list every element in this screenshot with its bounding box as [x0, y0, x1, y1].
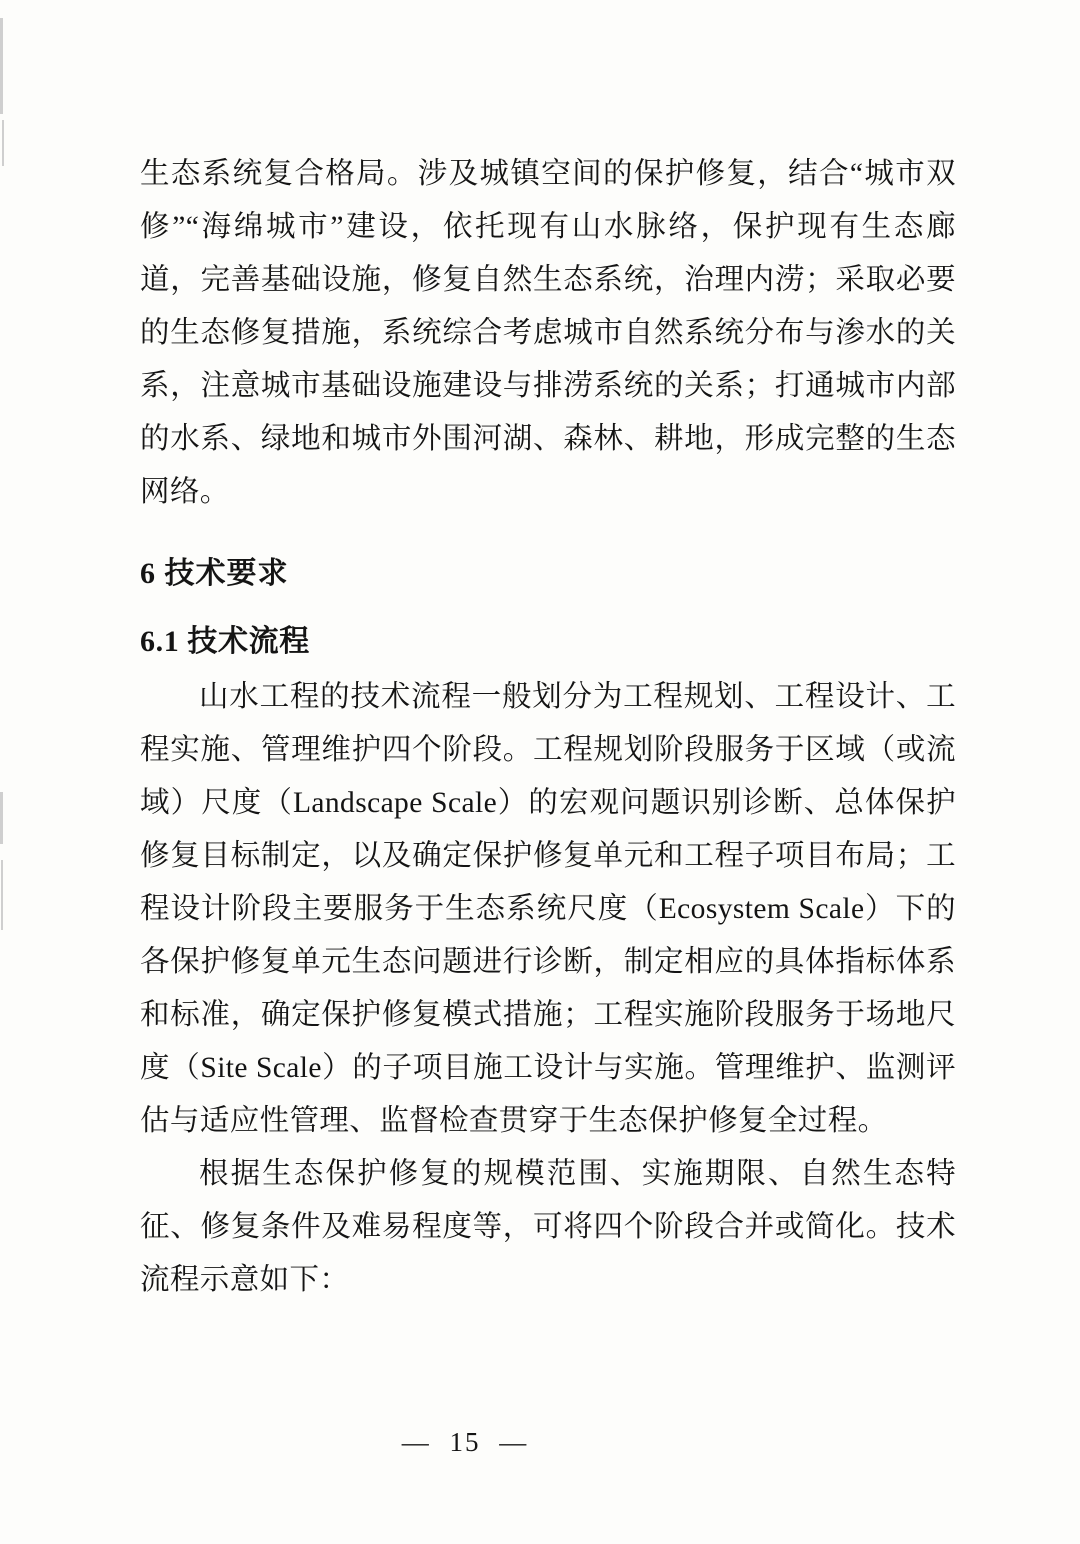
footer-dash-right: —	[499, 1427, 529, 1457]
scan-artifact-mark	[1, 860, 3, 930]
scan-artifact-mark	[0, 18, 3, 114]
heading-section-6-1: 6.1 技术流程	[140, 625, 310, 658]
heading-section-6: 6 技术要求	[140, 557, 289, 590]
scan-artifact-mark	[0, 792, 3, 844]
page-content	[140, 148, 956, 1307]
page-number: 15	[449, 1427, 481, 1457]
paragraph-technical-process: 山水工程的技术流程一般划分为工程规划、工程设计、工程实施、管理维护四个阶段。工程规划阶段服务于区域（或流域）尺度（Landscape Scale）的宏观问题识别诊断、总体保护修复目标制定，以及确定保护修复单元和工程子项目布局；工程设计阶段主要服务于生态系统尺度（Ecosystem Scale）下的各保护修复单元生态问题进行诊断，制定相应的具体指标体系和标准，确定保护修复模式措施；工程实施阶段服务于场地尺度（Site Scale）的子项目施工设计与实施。管理维护、监测评估与适应性管理、监督检查贯穿于生态保护修复全过程。	[140, 681, 956, 1137]
paragraph-continued: 生态系统复合格局。涉及城镇空间的保护修复，结合“城市双修”“海绵城市”建设，依托现有山水脉络，保护现有生态廊道，完善基础设施，修复自然生态系统，治理内涝；采取必要的生态修复措施，系统综合考虑城市自然系统分布与渗水的关系，注意城市基础设施建设与排涝系统的关系；打通城市内部的水系、绿地和城市外围河湖、森林、耕地，形成完整的生态网络。	[140, 158, 956, 508]
paragraph-phase-merge: 根据生态保护修复的规模范围、实施期限、自然生态特征、修复条件及难易程度等，可将四个阶段合并或简化。技术流程示意如下：	[140, 1158, 956, 1296]
page-footer	[0, 1427, 1080, 1458]
footer-dash-left: —	[401, 1427, 431, 1457]
scan-artifact-mark	[2, 120, 4, 166]
